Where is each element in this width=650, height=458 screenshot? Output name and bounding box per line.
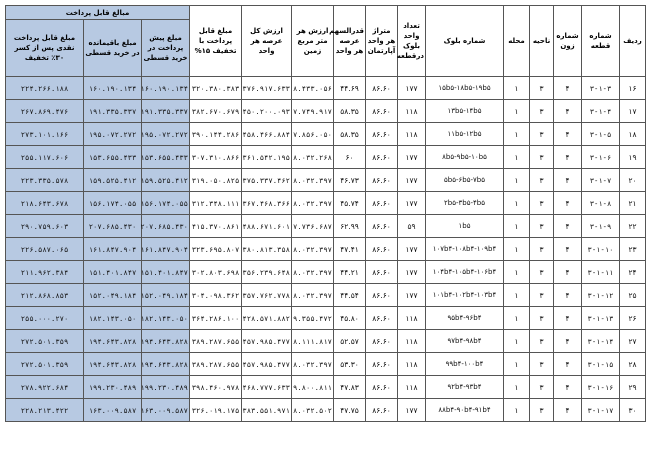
- header-share-area: قدرالسهم عرصه هر واحد: [334, 6, 366, 77]
- cell-cash: ۲۵۵.۰۰۰.۲۷۰: [6, 307, 84, 330]
- cell-remaining: ۱۵۳.۶۵۵.۴۳۳: [84, 146, 142, 169]
- table-row: [6, 146, 646, 169]
- cell-payable-15: ۳۲۰.۳۸۰.۳۸۳: [190, 77, 242, 100]
- header-payable-group: مبالغ قابل پرداخت: [6, 6, 190, 20]
- cell-remaining: ۱۵۶.۱۷۴.۰۵۵: [84, 192, 142, 215]
- table-row: [6, 169, 646, 192]
- cell-share-area: ۴۷.۴۱: [334, 238, 366, 261]
- cell-block-no: ۸۸b۴-۹۰b۴-۹۱b۴: [426, 399, 504, 422]
- cell-apt-area: ۸۶.۶۰: [366, 261, 398, 284]
- cell-neighborhood: ۱: [504, 192, 530, 215]
- cell-block-no: ۱۰۷b۴-۱۰۸b۴-۱۰۹b۴: [426, 238, 504, 261]
- cell-apt-area: ۸۶.۶۰: [366, 77, 398, 100]
- cell-share-area: ۴۴.۲۱: [334, 261, 366, 284]
- cell-total-share-value: ۳۵۶.۲۳۹.۶۴۸: [242, 261, 292, 284]
- cell-payable-15: ۳۰۲.۸۰۳.۶۹۸: [190, 261, 242, 284]
- cell-remaining: ۱۹۹.۲۳۰.۴۸۹: [84, 376, 142, 399]
- cell-cash: ۲۱۸.۶۴۳.۶۷۸: [6, 192, 84, 215]
- cell-total-share-value: ۳۵۷.۷۶۲.۷۷۸: [242, 284, 292, 307]
- cell-apt-area: ۸۶.۶۰: [366, 399, 398, 422]
- cell-block-no: ۱b۵: [426, 215, 504, 238]
- cell-zone-no: ۴: [554, 307, 582, 330]
- header-units-in-block: تعداد واحد بلوک درقطعه: [398, 6, 426, 77]
- cell-parcel-no: ۳-۱-۱۶: [582, 376, 620, 399]
- cell-parcel-no: ۳-۱-۸: [582, 192, 620, 215]
- cell-district: ۳: [530, 123, 554, 146]
- cell-apt-area: ۸۶.۶۰: [366, 123, 398, 146]
- cell-units: ۱۱۸: [398, 307, 426, 330]
- cell-cash: ۲۲۴.۲۶۶.۱۸۸: [6, 77, 84, 100]
- cell-total-share-value: ۳۷۵.۳۳۷.۴۶۲: [242, 169, 292, 192]
- cell-row-no: ۲۸: [620, 353, 646, 376]
- cell-share-area: ۴۴.۶۹: [334, 77, 366, 100]
- cell-share-area: ۴۶.۷۳: [334, 169, 366, 192]
- cell-district: ۳: [530, 353, 554, 376]
- header-zone-no: شماره زون: [554, 6, 582, 77]
- cell-zone-no: ۴: [554, 399, 582, 422]
- cell-zone-no: ۴: [554, 146, 582, 169]
- cell-land-price: ۸.۰۳۲.۳۹۷: [292, 261, 334, 284]
- cell-block-no: ۱۱b۵-۱۲b۵: [426, 123, 504, 146]
- cell-block-no: ۸b۵-۹b۵-۱۰b۵: [426, 146, 504, 169]
- cell-neighborhood: ۱: [504, 77, 530, 100]
- cell-cash: ۲۲۸.۲۱۳.۴۲۲: [6, 399, 84, 422]
- cell-row-no: ۲۹: [620, 376, 646, 399]
- cell-share-area: ۵۸.۳۵: [334, 123, 366, 146]
- cell-cash: ۲۹۰.۷۵۹.۶۰۳: [6, 215, 84, 238]
- cell-prepay: ۲۰۷.۶۸۵.۴۳۰: [142, 215, 190, 238]
- cell-zone-no: ۴: [554, 123, 582, 146]
- cell-district: ۳: [530, 399, 554, 422]
- cell-zone-no: ۴: [554, 238, 582, 261]
- cell-parcel-no: ۳-۱-۴: [582, 100, 620, 123]
- cell-remaining: ۱۶۳.۰۰۹.۵۸۷: [84, 399, 142, 422]
- cell-block-no: ۹۹b۴-۱۰۰b۴: [426, 353, 504, 376]
- cell-payable-15: ۳۹۸.۴۶۰.۹۷۸: [190, 376, 242, 399]
- cell-cash: ۲۷۳.۱۰۱.۱۶۶: [6, 123, 84, 146]
- cell-district: ۳: [530, 376, 554, 399]
- table-row: [6, 123, 646, 146]
- cell-total-share-value: ۳۸۳.۵۵۱.۹۷۱: [242, 399, 292, 422]
- cell-total-share-value: ۴۵۷.۹۸۵.۴۷۷: [242, 330, 292, 353]
- cell-land-price: ۷.۷۳۶.۶۸۷: [292, 215, 334, 238]
- cell-neighborhood: ۱: [504, 146, 530, 169]
- cell-land-price: ۸.۰۳۲.۲۶۸: [292, 146, 334, 169]
- cell-district: ۳: [530, 307, 554, 330]
- cell-units: ۱۱۸: [398, 100, 426, 123]
- cell-payable-15: ۳۶۴.۲۸۶.۱۰۰: [190, 307, 242, 330]
- cell-units: ۱۷۷: [398, 146, 426, 169]
- cell-neighborhood: ۱: [504, 169, 530, 192]
- table-row: [6, 307, 646, 330]
- cell-district: ۳: [530, 238, 554, 261]
- cell-remaining: ۱۹۴.۶۴۳.۸۲۸: [84, 330, 142, 353]
- cell-row-no: ۳۰: [620, 399, 646, 422]
- cell-row-no: ۱۶: [620, 77, 646, 100]
- price-table-container: [5, 5, 645, 422]
- cell-block-no: ۲b۵-۳b۵-۴b۵: [426, 192, 504, 215]
- cell-district: ۳: [530, 169, 554, 192]
- cell-district: ۳: [530, 100, 554, 123]
- cell-remaining: ۱۵۹.۵۲۵.۴۱۲: [84, 169, 142, 192]
- cell-cash: ۲۵۵.۱۱۷.۶۰۶: [6, 146, 84, 169]
- cell-remaining: ۱۶۰.۱۹۰.۱۳۴: [84, 77, 142, 100]
- cell-row-no: ۲۶: [620, 307, 646, 330]
- cell-row-no: ۲۵: [620, 284, 646, 307]
- cell-parcel-no: ۳-۱-۱۵: [582, 353, 620, 376]
- cell-parcel-no: ۳-۱-۱۰: [582, 238, 620, 261]
- table-row: [6, 376, 646, 399]
- cell-district: ۳: [530, 284, 554, 307]
- table-row: [6, 399, 646, 422]
- cell-prepay: ۱۹۵.۰۷۲.۲۷۲: [142, 123, 190, 146]
- cell-zone-no: ۴: [554, 215, 582, 238]
- cell-zone-no: ۴: [554, 169, 582, 192]
- cell-prepay: ۱۵۲.۰۴۹.۱۸۴: [142, 284, 190, 307]
- cell-block-no: ۵b۵-۶b۵-۷b۵: [426, 169, 504, 192]
- cell-total-share-value: ۳۶۷.۴۶۸.۳۶۶: [242, 192, 292, 215]
- cell-prepay: ۱۸۲.۱۴۳.۰۵۰: [142, 307, 190, 330]
- cell-share-area: ۴۴.۵۴: [334, 284, 366, 307]
- cell-payable-15: ۳۲۳.۶۹۵.۸۰۷: [190, 238, 242, 261]
- cell-zone-no: ۴: [554, 77, 582, 100]
- cell-district: ۳: [530, 146, 554, 169]
- cell-prepay: ۱۹۱.۳۳۵.۳۳۷: [142, 100, 190, 123]
- cell-land-price: ۷.۷۴۹.۹۱۷: [292, 100, 334, 123]
- cell-apt-area: ۸۶.۶۰: [366, 284, 398, 307]
- cell-zone-no: ۴: [554, 261, 582, 284]
- cell-share-area: ۵۸.۳۵: [334, 100, 366, 123]
- cell-land-price: ۸.۰۳۲.۳۹۷: [292, 284, 334, 307]
- table-header: [6, 6, 646, 77]
- cell-parcel-no: ۳-۱-۷: [582, 169, 620, 192]
- header-apt-area: متراژ هر واحد آپارتمان: [366, 6, 398, 77]
- cell-cash: ۲۷۲.۵۰۱.۳۵۹: [6, 330, 84, 353]
- table-row: [6, 353, 646, 376]
- cell-remaining: ۱۹۱.۳۳۵.۳۳۷: [84, 100, 142, 123]
- header-cash-after-30: مبلغ قابل پرداخت نقدی پس از کسر ۳۰٪ تخفیف: [6, 20, 84, 77]
- cell-block-no: ۱۰۱b۴-۱۰۲b۴-۱۰۳b۴: [426, 284, 504, 307]
- cell-prepay: ۱۵۶.۱۷۴.۰۵۵: [142, 192, 190, 215]
- cell-land-price: ۹.۸۰۰.۸۱۱: [292, 376, 334, 399]
- cell-total-share-value: ۴۵۰.۲۰۰.۰۹۳: [242, 100, 292, 123]
- cell-prepay: ۱۹۹.۲۳۰.۴۸۹: [142, 376, 190, 399]
- cell-total-share-value: ۴۶۸.۷۷۷.۶۳۳: [242, 376, 292, 399]
- cell-prepay: ۱۹۴.۶۴۳.۸۲۸: [142, 353, 190, 376]
- cell-row-no: ۱۹: [620, 146, 646, 169]
- cell-payable-15: ۳۸۲.۶۷۰.۶۷۹: [190, 100, 242, 123]
- cell-parcel-no: ۳-۱-۱۷: [582, 399, 620, 422]
- table-row: [6, 192, 646, 215]
- cell-cash: ۲۶۷.۸۶۹.۴۷۶: [6, 100, 84, 123]
- cell-share-area: ۵۳.۳۰: [334, 353, 366, 376]
- cell-apt-area: ۸۶.۶۰: [366, 353, 398, 376]
- cell-remaining: ۱۵۲.۰۴۹.۱۸۴: [84, 284, 142, 307]
- cell-land-price: ۷.۸۵۶.۰۵۰: [292, 123, 334, 146]
- cell-parcel-no: ۳-۱-۵: [582, 123, 620, 146]
- cell-units: ۱۱۸: [398, 376, 426, 399]
- cell-neighborhood: ۱: [504, 238, 530, 261]
- cell-land-price: ۸.۰۳۲.۳۹۷: [292, 353, 334, 376]
- cell-row-no: ۲۳: [620, 238, 646, 261]
- cell-payable-15: ۳۰۷.۳۱۰.۸۶۶: [190, 146, 242, 169]
- cell-units: ۱۷۷: [398, 192, 426, 215]
- cell-payable-15: ۳۸۹.۲۸۷.۶۵۵: [190, 353, 242, 376]
- cell-zone-no: ۴: [554, 192, 582, 215]
- cell-total-share-value: ۳۶۱.۵۴۲.۱۹۵: [242, 146, 292, 169]
- cell-cash: ۲۷۸.۹۲۲.۶۸۴: [6, 376, 84, 399]
- cell-remaining: ۱۶۱.۸۴۷.۹۰۴: [84, 238, 142, 261]
- cell-district: ۳: [530, 192, 554, 215]
- cell-neighborhood: ۱: [504, 376, 530, 399]
- cell-parcel-no: ۳-۱-۱۳: [582, 307, 620, 330]
- cell-parcel-no: ۳-۱-۱۲: [582, 284, 620, 307]
- cell-share-area: ۴۷.۸۳: [334, 376, 366, 399]
- cell-neighborhood: ۱: [504, 284, 530, 307]
- cell-payable-15: ۳۹۰.۱۴۴.۲۸۶: [190, 123, 242, 146]
- cell-total-share-value: ۴۸۸.۶۷۱.۶۰۱: [242, 215, 292, 238]
- cell-payable-15: ۳۱۲.۳۴۸.۱۱۱: [190, 192, 242, 215]
- price-table: [5, 5, 646, 422]
- header-total-share-value: ارزش کل عرصه هر واحد: [242, 6, 292, 77]
- header-remaining-installment: مبلغ باقیمانده در خرید قسطی: [84, 20, 142, 77]
- cell-cash: ۲۱۱.۹۶۲.۳۸۴: [6, 261, 84, 284]
- cell-zone-no: ۴: [554, 330, 582, 353]
- cell-parcel-no: ۳-۱-۳: [582, 77, 620, 100]
- header-neighborhood: محله: [504, 6, 530, 77]
- cell-land-price: ۸.۰۳۲.۳۹۷: [292, 192, 334, 215]
- cell-prepay: ۱۶۳.۰۰۹.۵۸۷: [142, 399, 190, 422]
- cell-district: ۳: [530, 330, 554, 353]
- cell-units: ۱۷۷: [398, 238, 426, 261]
- cell-remaining: ۱۹۴.۶۴۳.۸۲۸: [84, 353, 142, 376]
- cell-apt-area: ۸۶.۶۰: [366, 376, 398, 399]
- cell-row-no: ۲۰: [620, 169, 646, 192]
- cell-payable-15: ۳۲۶.۰۱۹.۱۷۵: [190, 399, 242, 422]
- cell-apt-area: ۸۶.۶۰: [366, 146, 398, 169]
- cell-total-share-value: ۳۸۰.۸۱۳.۳۵۸: [242, 238, 292, 261]
- cell-block-no: ۱۰۴b۴-۱۰۵b۴-۱۰۶b۴: [426, 261, 504, 284]
- cell-cash: ۲۷۲.۵۰۱.۳۵۹: [6, 353, 84, 376]
- cell-parcel-no: ۳-۱-۱۴: [582, 330, 620, 353]
- cell-zone-no: ۴: [554, 376, 582, 399]
- cell-row-no: ۲۴: [620, 261, 646, 284]
- cell-prepay: ۱۶۱.۸۴۷.۹۰۴: [142, 238, 190, 261]
- table-row: [6, 238, 646, 261]
- cell-zone-no: ۴: [554, 353, 582, 376]
- cell-total-share-value: ۴۵۸.۴۶۶.۸۸۴: [242, 123, 292, 146]
- cell-payable-15: ۳۸۹.۲۸۷.۶۵۵: [190, 330, 242, 353]
- cell-units: ۱۱۸: [398, 330, 426, 353]
- cell-apt-area: ۸۶.۶۰: [366, 330, 398, 353]
- cell-neighborhood: ۱: [504, 399, 530, 422]
- table-row: [6, 330, 646, 353]
- cell-units: ۱۱۸: [398, 123, 426, 146]
- table-row: [6, 261, 646, 284]
- cell-land-price: ۸.۰۳۲.۳۹۷: [292, 169, 334, 192]
- table-row: [6, 215, 646, 238]
- cell-neighborhood: ۱: [504, 307, 530, 330]
- cell-land-price: ۸.۰۳۲.۵۰۲: [292, 399, 334, 422]
- cell-share-area: ۴۵.۷۴: [334, 192, 366, 215]
- cell-units: ۱۷۷: [398, 284, 426, 307]
- cell-units: ۱۷۷: [398, 169, 426, 192]
- cell-share-area: ۶۲.۹۹: [334, 215, 366, 238]
- cell-payable-15: ۳۱۹.۰۵۰.۸۲۵: [190, 169, 242, 192]
- cell-cash: ۲۲۶.۵۸۷.۰۶۵: [6, 238, 84, 261]
- cell-parcel-no: ۳-۱-۶: [582, 146, 620, 169]
- cell-units: ۵۹: [398, 215, 426, 238]
- header-land-price: ارزش هر متر مربع زمین: [292, 6, 334, 77]
- cell-units: ۱۷۷: [398, 261, 426, 284]
- cell-block-no: ۱۳b۵-۱۴b۵: [426, 100, 504, 123]
- cell-apt-area: ۸۶.۶۰: [366, 192, 398, 215]
- cell-prepay: ۱۵۱.۴۰۱.۸۴۷: [142, 261, 190, 284]
- cell-neighborhood: ۱: [504, 261, 530, 284]
- cell-share-area: ۴۵.۸۰: [334, 307, 366, 330]
- cell-units: ۱۷۷: [398, 399, 426, 422]
- table-row: [6, 284, 646, 307]
- table-row: [6, 77, 646, 100]
- cell-row-no: ۲۱: [620, 192, 646, 215]
- cell-remaining: ۱۵۱.۴۰۱.۸۴۷: [84, 261, 142, 284]
- cell-units: ۱۱۸: [398, 353, 426, 376]
- cell-apt-area: ۸۶.۶۰: [366, 169, 398, 192]
- header-district: ناحیه: [530, 6, 554, 77]
- cell-district: ۳: [530, 77, 554, 100]
- cell-row-no: ۲۲: [620, 215, 646, 238]
- cell-cash: ۲۱۲.۸۶۸.۸۵۳: [6, 284, 84, 307]
- cell-apt-area: ۸۶.۶۰: [366, 238, 398, 261]
- header-prepay-installment: مبلغ پیش پرداخت در خرید قسطی: [142, 20, 190, 77]
- cell-payable-15: ۴۱۵.۳۷۰.۸۶۱: [190, 215, 242, 238]
- cell-zone-no: ۴: [554, 100, 582, 123]
- cell-parcel-no: ۳-۱-۹: [582, 215, 620, 238]
- cell-apt-area: ۸۶.۶۰: [366, 100, 398, 123]
- header-row-no: ردیف: [620, 6, 646, 77]
- cell-total-share-value: ۴۲۸.۵۷۱.۸۸۲: [242, 307, 292, 330]
- cell-block-no: ۹۵b۴-۹۶b۴: [426, 307, 504, 330]
- cell-apt-area: ۸۶.۶۰: [366, 215, 398, 238]
- cell-zone-no: ۴: [554, 284, 582, 307]
- header-parcel-no: شماره قطعه: [582, 6, 620, 77]
- cell-district: ۳: [530, 261, 554, 284]
- cell-payable-15: ۳۰۴.۰۹۸.۳۶۲: [190, 284, 242, 307]
- table-row: [6, 100, 646, 123]
- cell-neighborhood: ۱: [504, 330, 530, 353]
- cell-district: ۳: [530, 215, 554, 238]
- cell-total-share-value: ۳۷۶.۹۱۷.۶۳۳: [242, 77, 292, 100]
- cell-prepay: ۱۵۳.۶۵۵.۴۳۳: [142, 146, 190, 169]
- cell-row-no: ۱۸: [620, 123, 646, 146]
- header-payable-15: مبلغ قابل پرداخت با تخفیف ۱۵%: [190, 6, 242, 77]
- cell-remaining: ۱۸۲.۱۴۳.۰۵۰: [84, 307, 142, 330]
- cell-land-price: ۸.۴۳۳.۰۵۶: [292, 77, 334, 100]
- cell-remaining: ۱۹۵.۰۷۲.۲۷۲: [84, 123, 142, 146]
- cell-remaining: ۲۰۷.۶۸۵.۴۳۰: [84, 215, 142, 238]
- cell-parcel-no: ۳-۱-۱۱: [582, 261, 620, 284]
- cell-units: ۱۷۷: [398, 77, 426, 100]
- cell-land-price: ۸.۱۱۱.۸۱۷: [292, 330, 334, 353]
- cell-block-no: ۹۷b۴-۹۸b۴: [426, 330, 504, 353]
- cell-neighborhood: ۱: [504, 353, 530, 376]
- cell-block-no: ۱۵b۵-۱۸b۵-۱۹b۵: [426, 77, 504, 100]
- cell-land-price: ۸.۰۳۲.۳۹۷: [292, 238, 334, 261]
- cell-land-price: ۹.۳۵۵.۴۷۲: [292, 307, 334, 330]
- cell-share-area: ۵۲.۵۷: [334, 330, 366, 353]
- cell-apt-area: ۸۶.۶۰: [366, 307, 398, 330]
- cell-share-area: ۶۰: [334, 146, 366, 169]
- cell-row-no: ۲۷: [620, 330, 646, 353]
- cell-share-area: ۴۷.۷۵: [334, 399, 366, 422]
- cell-prepay: ۱۵۹.۵۲۵.۴۱۲: [142, 169, 190, 192]
- cell-prepay: ۱۶۰.۱۹۰.۱۳۴: [142, 77, 190, 100]
- cell-neighborhood: ۱: [504, 100, 530, 123]
- cell-block-no: ۹۲b۴-۹۳b۴: [426, 376, 504, 399]
- cell-neighborhood: ۱: [504, 123, 530, 146]
- cell-neighborhood: ۱: [504, 215, 530, 238]
- cell-total-share-value: ۴۵۷.۹۸۵.۴۷۷: [242, 353, 292, 376]
- cell-prepay: ۱۹۴.۶۴۳.۸۲۸: [142, 330, 190, 353]
- cell-cash: ۲۲۳.۳۳۵.۵۷۸: [6, 169, 84, 192]
- table-body: [6, 77, 646, 422]
- header-block-no: شماره بلوک: [426, 6, 504, 77]
- cell-row-no: ۱۷: [620, 100, 646, 123]
